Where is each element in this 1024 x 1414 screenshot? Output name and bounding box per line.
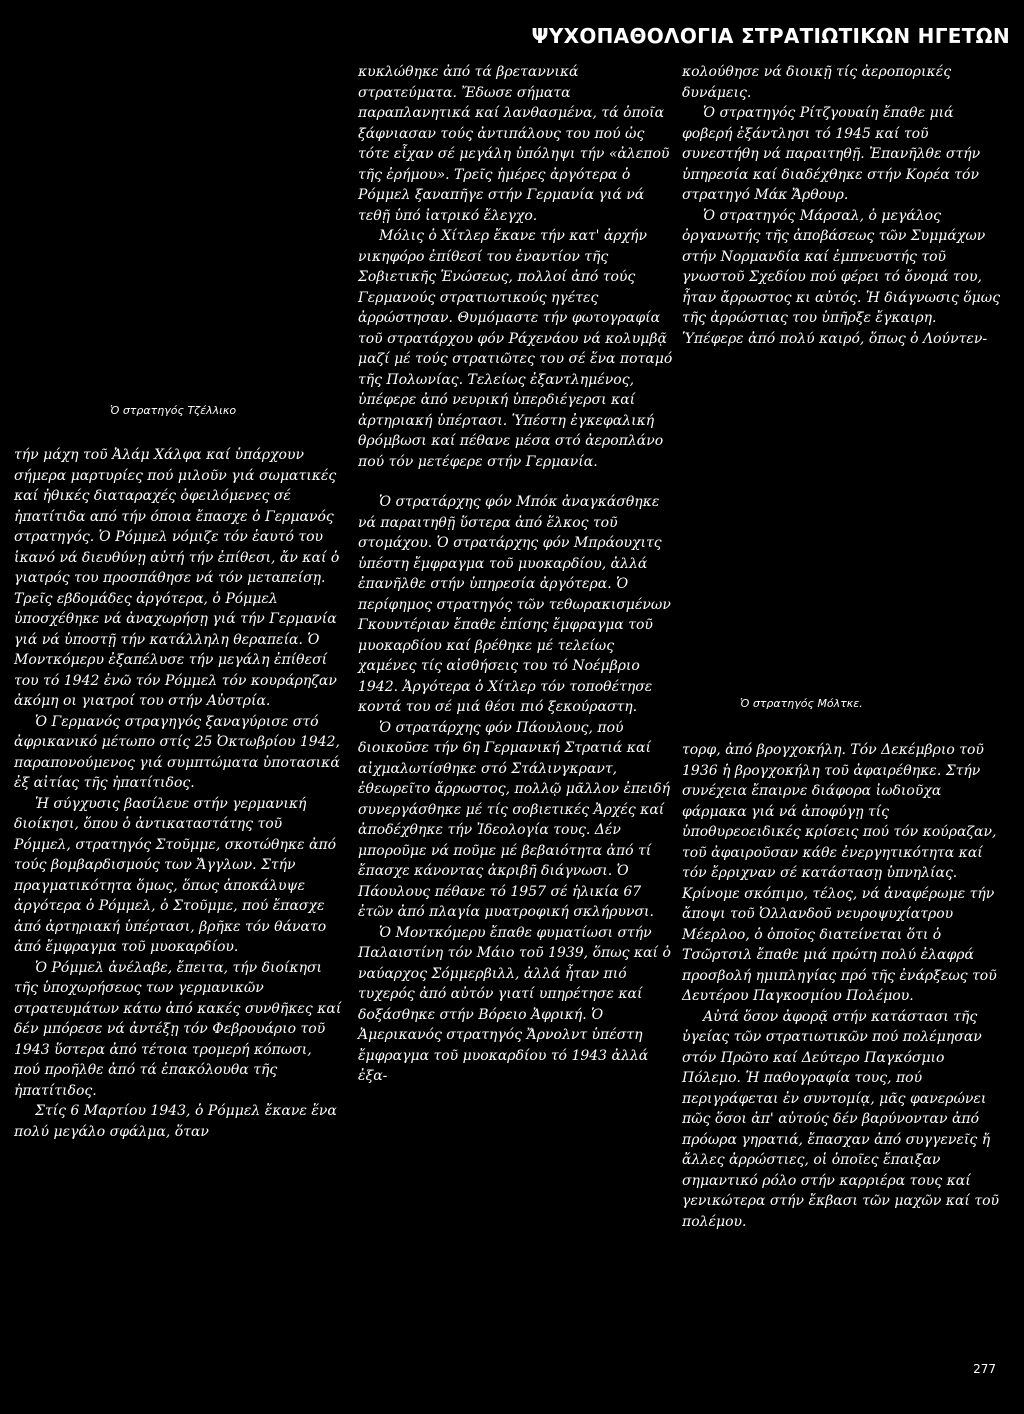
paragraph: Αὐτά ὅσον ἀφορᾷ στήν κατάστασι τῆς ὑγείας τῶν στρατιωτικῶν πού πολέμησαν στόν Πρῶτο καί Δεύτερο Παγκόσμιο Πόλεμο. Ἡ παθογραφία τους, πού περιγράφεται ἐν συντομίᾳ, μᾶς φανερώνει πῶς ὅσοι ἀπ' αὐτούς δέν βαρύνονταν ἀπό πρόωρα γηρατιά, ἔπασχαν ἀπό συγγενεῖς ἤ ἄλλες ἀρρώστιες, οἱ ὁποῖες ἔπαιξαν σημαντικό ρόλο στήν καρριέρα τους καί γενικώτερα στήν ἔκβασι τῶν μαχῶν καί τοῦ πολέμου.	[682, 1008, 1000, 1230]
text-column-right-top	[682, 62, 1002, 349]
paragraph: τήν μάχη τοῦ Ἀλάμ Χάλφα καί ὑπάρχουν σήμερα μαρτυρίες πού μιλοῦν γιά σωματικές καί ἠθικές διαταραχές ὀφειλόμενες σέ ἠπατίτιδα από τήν όποια ἔπασχε ὁ Γερμανός στρατηγός. Ὁ Ρόμμελ νόμιζε τόν ἑαυτό του ἱκανό νά διευθύνῃ αὐτή τήν ἐπίθεσι, ἄν καί ὁ γιατρός του προσπάθησε νά τόν μεταπείσῃ. Τρεῖς εβδομάδες ἀργότερα, ὁ Ρόμμελ ὑποσχέθηκε νά ἀναχωρήσῃ γιά τήν Γερμανία γιά νά ὑποστῇ τήν κατάλληλη θεραπεία. Ὁ Μοντκόμερυ ἐξαπέλυσε τήν μεγάλη ἐπίθεσί του τό 1942 ἐνῶ τόν Ρόμμελ τόν κουράρηζαν ἀκόμη οι γιατροί του στήν Αὐστρία.	[14, 447, 340, 709]
paragraph: Ὁ στρατηγός Ρίτζγουαίη ἔπαθε μιά φοβερή ἐξάντλησι τό 1945 καί τοῦ συνεστήθη νά παραιτηθῇ. Ἐπανῆλθε στήν ὑπηρεσία καί διαδέχθηκε στήν Κορέα τόν στρατηγό Μάκ Ἄρθουρ.	[682, 105, 981, 203]
text-column-middle	[358, 62, 676, 1087]
paragraph: Ὁ Γερμανός στραγηγός ξαναγύρισε στό ἀφρικανικό μέτωπο στίς 25 Ὀκτωβρίου 1942, παραπονούμενος γιά συμπτώματα ὑποτασικά ἐξ αἰτίας τῆς ἠπατίτιδος.	[14, 713, 340, 791]
paragraph: τορφ, ἀπό βρογχοκήλη. Τόν Δεκέμβριο τοῦ 1936 ἡ βρογχοκήλη τοῦ ἀφαιρέθηκε. Στήν συνέχεια ἔπαιρνε διάφορα ἰωδιοῦχα φάρμακα γιά νά ἀποφύγῃ τίς ὑποθυρεοειδικές κρίσεις πού τόν κούραζαν, τοῦ ἀφαιροῦσαν κάθε ἐνεργητικότητα καί τόν ἔρριχναν σέ κατάστασῃ ὑπνηλίας. Κρίνομε σκόπιμο, τέλος, νά ἀναφέρωμε τήν ἄποψι τοῦ Ὀλλανδοῦ νευροψυχίατρου Μέερλοο, ὁ ὁποῖος διατείνεται ὅτι ὁ Τσῶρτσιλ ἔπαθε μιά πρώτη πολύ ἐλαφρά προσβολή ημιπληγίας πρό τῆς ἐνάρξεως τοῦ Δευτέρου Παγκοσμίου Πολέμου.	[682, 742, 997, 1004]
paragraph: Ὁ στρατάρχης φόν Μπόκ ἀναγκάσθηκε νά παραιτηθῇ ὕστερα ἀπό ἕλκος τοῦ στομάχου. Ὁ στρατάρχης φόν Μπράουχιτς ὑπέστη ἔμφραγμα τοῦ μυοκαρδίου, ἀλλά ἐπανῆλθε στήν ὑπηρεσία ἀργότερα. Ὁ περίφημος στρατηγός τῶν τεθωρακισμένων Γκουντέριαν ἔπαθε ἐπίσης ἔμφραγμα τοῦ μυοκαρδίου καί βρέθηκε μέ τελείως χαμένες τίς αἰσθήσεις του τό Νοέμβριο 1942. Ἀργότερα ὁ Χίτλερ τόν τοποθέτησε κοντά του σέ μιά θέσι πιό ξεκούραστη.	[358, 494, 671, 715]
text-column-right-bottom	[682, 740, 1002, 1232]
page-number: 277	[973, 1362, 996, 1376]
photo-caption-moltke: Ὁ στρατηγός Μόλτκε.	[740, 697, 863, 710]
photo-caption-jellicoe: Ὁ στρατηγός Τζέλλικο	[110, 404, 237, 417]
paragraph: Ὁ Μοντκόμερυ ἔπαθε φυματίωσι στήν Παλαιστίνη τόν Μάιο τοῦ 1939, ὅπως καί ὁ ναύαρχος Σόμμερβιλλ, ἀλλά ἦταν πιό τυχερός ἀπό αὐτόν γιατί υπηρέτησε καί δοξάσθηκε στήν Βόρειο Ἀφρική. Ὁ Ἀμερικανός στρατηγός Ἄρνολντ ὑπέστη ἔμφραγμα τοῦ μυοκαρδίου τό 1943 ἀλλά ἐξα-	[358, 924, 671, 1084]
paragraph: Ὁ στρατάρχης φόν Πάουλους, πού διοικοῦσε τήν 6η Γερμανική Στρατιά καί αἰχμαλωτίσθηκε στό Στάλινγκραντ, ἐθεωρεῖτο ἄρρωστος, πολλῷ μᾶλλον ἐπειδή συνεργάσθηκε μέ τίς σοβιετικές Ἀρχές καί ἀποδέχθηκε τήν Ἰδεολογία τους. Δέν μποροῦμε νά ποῦμε μέ βεβαιότητα ἀπό τί ἔπασχε κάνοντας ἀκριβῆ διάγνωσι. Ὁ Πάουλους πέθανε τό 1957 σέ ἡλικία 67 ἐτῶν ἀπό πλαγία μυατροφική σκλήρυνσι.	[358, 719, 670, 920]
paragraph: Στίς 6 Μαρτίου 1943, ὁ Ρόμμελ ἔκανε ἕνα πολύ μεγάλο σφάλμα, ὅταν	[14, 1103, 337, 1140]
paragraph: Ὁ Ρόμμελ ἀνέλαβε, ἔπειτα, τήν διοίκησι τῆς ὑποχωρήσεως των γερμανικῶν στρατευμάτων κάτω ἀπό κακές συνθῆκες καί δέν μπόρεσε νά ἀντέξῃ τόν Φεβρουάριο τοῦ 1943 ὕστερα ἀπό τέτοια τρομερή κόπωσι, πού προῆλθε ἀπό τά ἐπακόλουθα τῆς ἠπατίτιδος.	[14, 959, 342, 1099]
paragraph: Ἡ σύγχυσις βασίλευε στήν γερμανική διοίκησι, ὅπου ὁ ἀντικαταστάτης τοῦ Ρόμμελ, στρατηγός Στοῦμμε, σκοτώθηκε ἀπό τούς βομβαρδισμούς των Ἄγγλων. Στήν πραγματικότητα ὅμως, ὅπως ἀποκάλυψε ἀργότερα ὁ Ρόμμελ, ὁ Στοῦμμε, πού ἔπασχε ἀπό ἀρτηριακή ὑπέρτασι, βρῆκε τόν θάνατο ἀπό ἔμφραγμα τοῦ μυοκαρδίου.	[14, 795, 337, 955]
paragraph: κολούθησε νά διοικῇ τίς ἀεροπορικές δυνάμεις.	[682, 64, 952, 101]
text-column-left	[14, 445, 342, 1142]
paragraph: κυκλώθηκε ἀπό τά βρεταννικά στρατεύματα. Ἔδωσε σήματα παραπλανητικά καί λανθασμένα, τά ὁποῖα ξάφνιασαν τούς ἀντιπάλους του πού ὡς τότε εἶχαν σέ μεγάλη ὑπόληψι τήν «ἀλεποῦ τῆς ἐρήμου». Τρεῖς ἡμέρες ἀργότερα ὁ Ρόμμελ ξαναπῆγε στήν Γερμανία γιά νά τεθῇ ὑπό ἰατρικό ἔλεγχο.	[358, 64, 670, 224]
paragraph: Μόλις ὁ Χίτλερ ἔκανε τήν κατ' ἀρχήν νικηφόρο ἐπίθεσί του ἐναντίον τῆς Σοβιετικῆς Ἑνώσεως, πολλοί ἀπό τούς Γερμανούς στρατιωτικούς ηγέτες ἀρρώστησαν. Θυμόμαστε τήν φωτογραφία τοῦ στρατάρχου φόν Ράχενάου νά κολυμβᾷ μαζί μέ τούς στρατιῶτες του σέ ἕνα ποταμό τῆς Πολωνίας. Τελείως ἐξαντλημένος, ὑπέφερε ἀπό νευρική ὑπερδιέγερσι καί ἀρτηριακή ὑπέρτασι. Ὑπέστη ἐγκεφαλική θρόμβωσι καί πέθανε μέσα στό ἀεροπλάνο πού τόν μετέφερε στήν Γερμανία.	[358, 228, 673, 470]
paragraph: Ὁ στρατηγός Μάρσαλ, ὁ μεγάλος ὀργανωτής τῆς ἀποβάσεως τῶν Συμμάχων στήν Νορμανδία καί ἐμπνευστής τοῦ γνωστοῦ Σχεδίου πού φέρει τό ὄνομά του, ἦταν ἄρρωστος κι αὐτός. Ἡ διάγνωσις ὅμως τῆς ἀρρώστιας του ὑπῆρξε ἔγκαιρη. Ὑπέφερε ἀπό πολύ καιρό, ὅπως ὁ Λούντεν-	[682, 207, 1001, 347]
running-header: ΨΥΧΟΠΑΘΟΛΟΓΙΑ ΣΤΡΑΤΙΩΤΙΚΩΝ ΗΓΕΤΩΝ	[531, 24, 1010, 48]
